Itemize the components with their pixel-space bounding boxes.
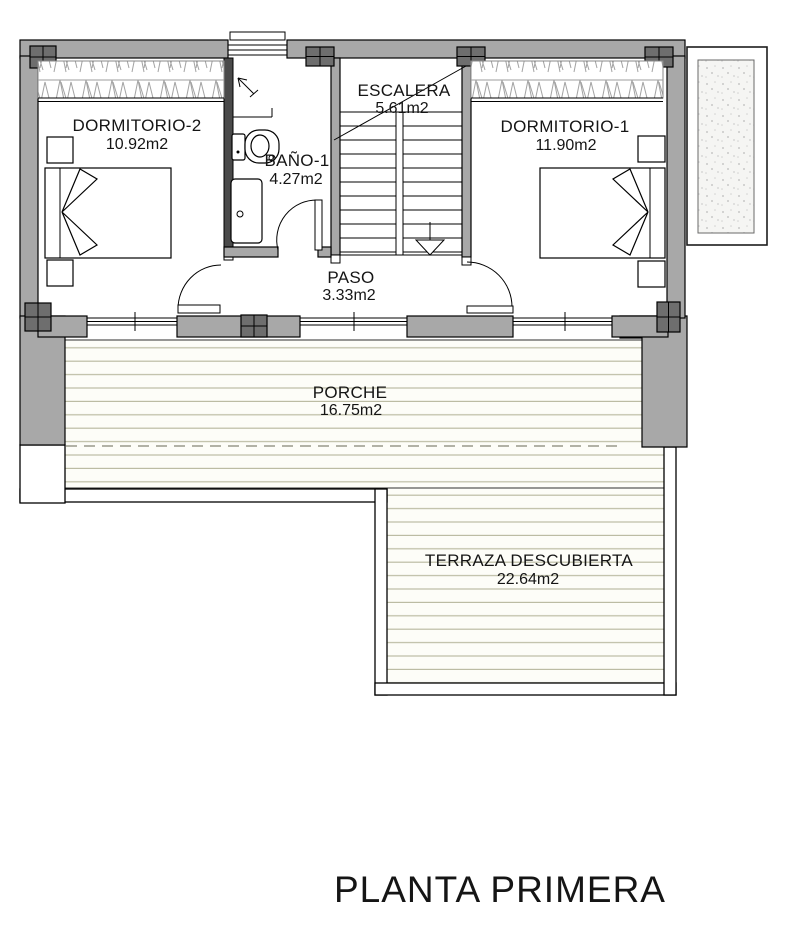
plan-title: PLANTA PRIMERA (333, 869, 667, 910)
room-area-dormitorio2: 10.92m2 (105, 136, 169, 153)
wall-bath-paso-left (224, 247, 278, 257)
closet-dorm1 (471, 61, 663, 102)
nightstand (638, 136, 665, 162)
nightstand (638, 261, 665, 287)
shower-screen (233, 108, 272, 117)
pillar (241, 315, 267, 337)
nightstand (47, 260, 73, 286)
terrace-right-parapet (664, 447, 676, 695)
bed-icon-dorm1 (540, 168, 665, 258)
window-a (87, 312, 177, 331)
room-label-paso: PASO (327, 268, 375, 287)
bathroom-window (228, 32, 287, 55)
window-b2 (513, 312, 612, 331)
door-dorm2 (178, 265, 221, 313)
room-area-escalera: 5.61m2 (375, 100, 429, 117)
wall-bath-stairs (331, 58, 340, 255)
room-label-dormitorio2: DORMITORIO-2 (72, 116, 202, 135)
room-area-porche: 16.75m2 (319, 402, 383, 419)
wall-stairs-dorm1 (462, 58, 471, 257)
window-b1 (300, 312, 407, 331)
shower-head-icon (238, 78, 258, 97)
terrace-bottom-parapet (375, 683, 676, 695)
side-roof-area (687, 47, 767, 245)
bed-icon-dorm2 (45, 168, 171, 258)
nightstand (47, 137, 73, 163)
room-label-dormitorio1: DORMITORIO-1 (500, 117, 630, 136)
room-label-terraza: TERRAZA DESCUBIERTA (424, 551, 634, 570)
pillar (657, 302, 680, 332)
gravel-texture (698, 60, 754, 233)
room-label-escalera: ESCALERA (357, 81, 451, 100)
door-dorm1 (467, 262, 513, 313)
shower-tray-icon (231, 179, 262, 243)
porch-left-box (20, 445, 65, 503)
room-label-porche: PORCHE (312, 383, 388, 402)
room-area-bano1: 4.27m2 (269, 171, 323, 188)
porch-parapet (20, 489, 387, 502)
room-area-terraza: 22.64m2 (496, 571, 560, 588)
terrace-left-parapet (375, 489, 387, 695)
closet-dorm2 (38, 61, 224, 102)
room-area-dormitorio1: 11.90m2 (535, 137, 597, 154)
pillar (306, 47, 334, 66)
room-label-bano1: BAÑO-1 (264, 151, 330, 170)
stair-down-arrow (416, 240, 444, 255)
door-bathroom (277, 200, 322, 250)
room-area-paso: 3.33m2 (322, 287, 376, 304)
pillar (25, 303, 51, 331)
